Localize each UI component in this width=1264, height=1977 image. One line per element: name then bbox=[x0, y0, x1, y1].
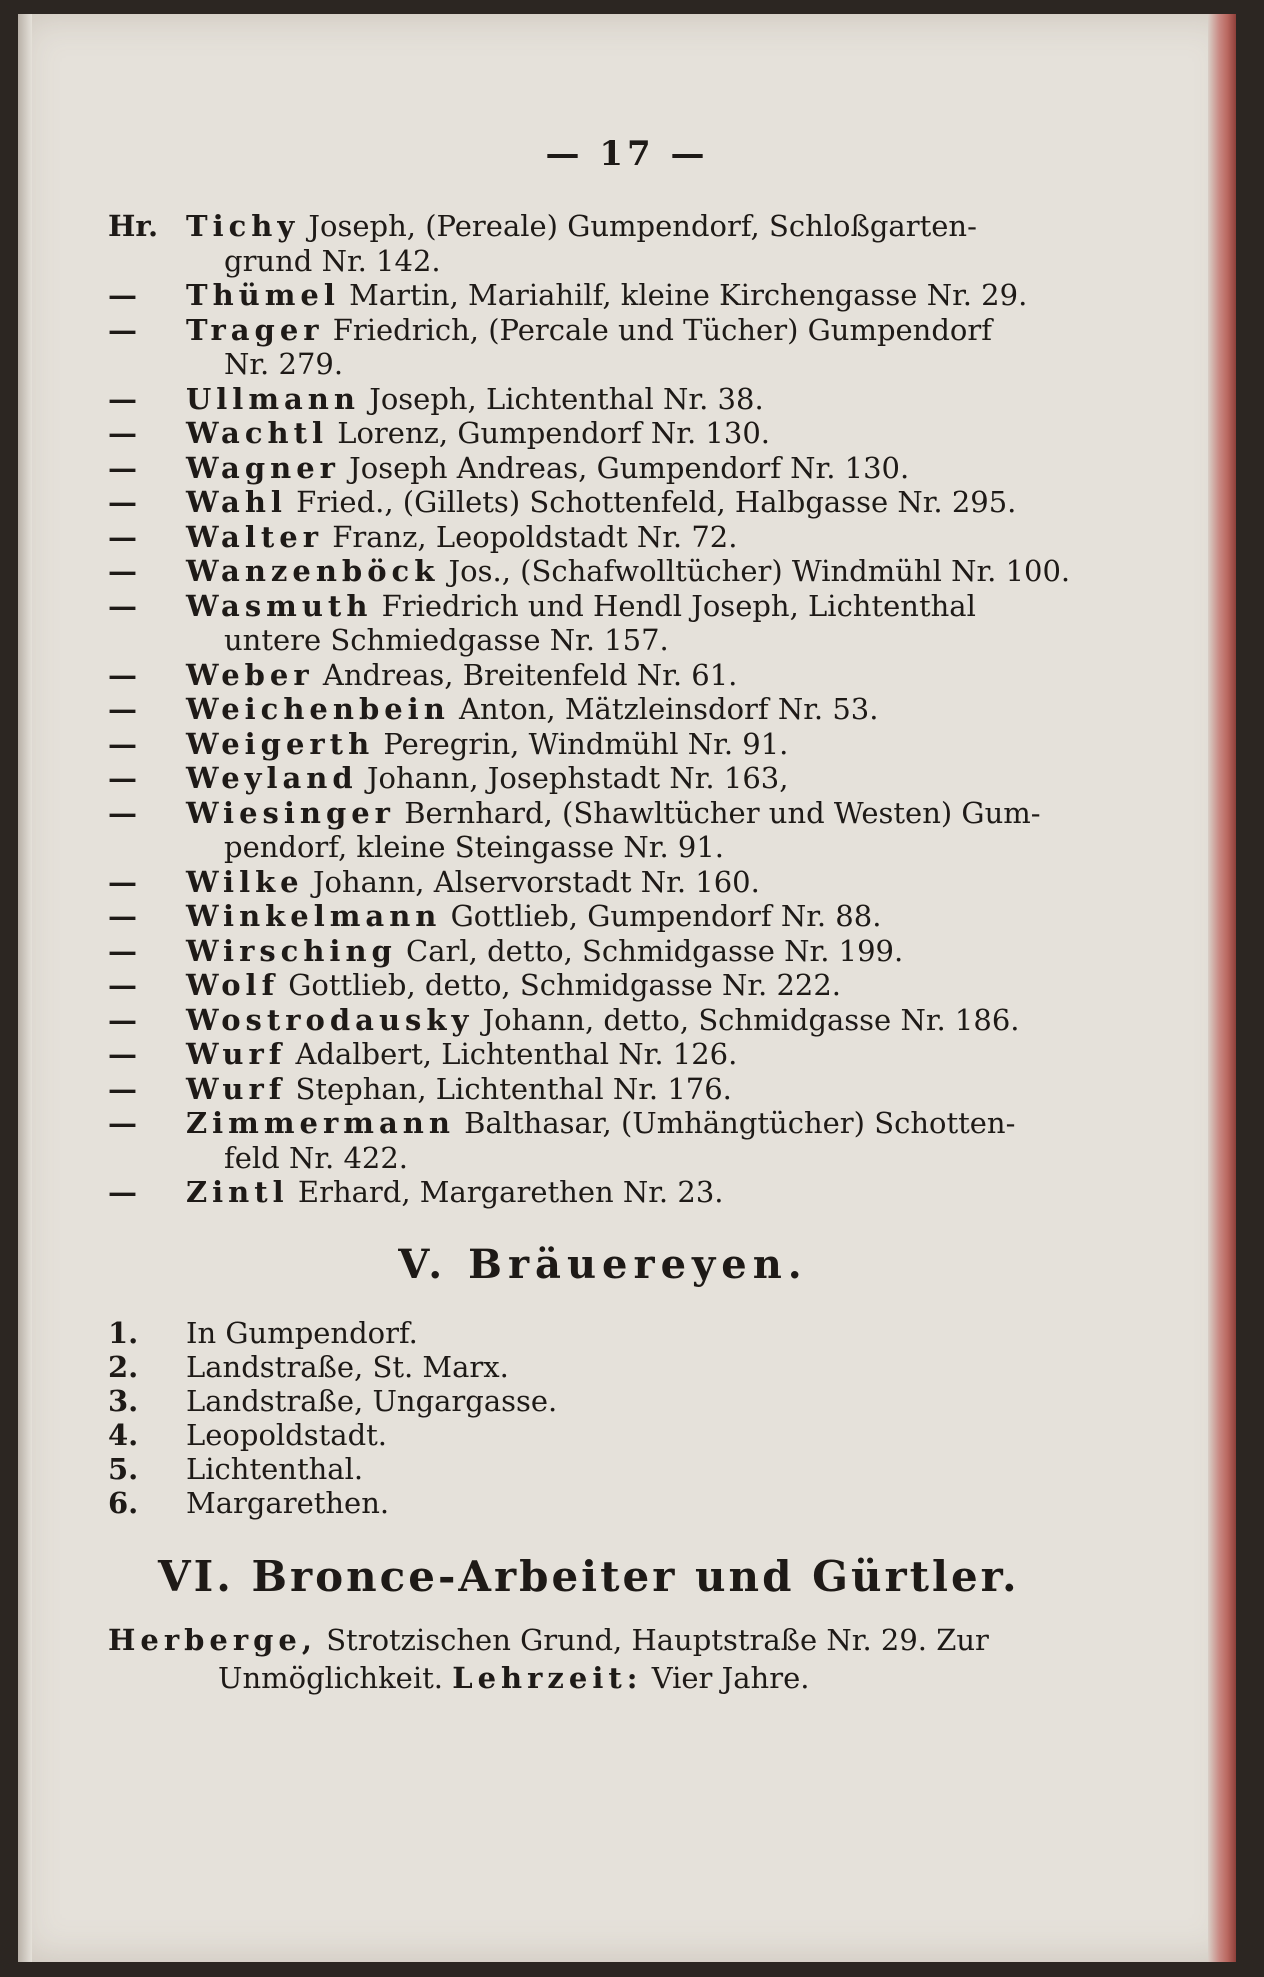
entry-prefix: — bbox=[108, 381, 137, 416]
directory-entry bbox=[108, 382, 1098, 417]
directory-entry bbox=[108, 796, 1098, 865]
section-vi-title: VI. Bronce-Arbeiter und Gürtler. bbox=[158, 1552, 1020, 1601]
entry-prefix: — bbox=[108, 692, 137, 726]
directory-entry bbox=[108, 485, 1098, 520]
entry-details: Andreas, Breitenfeld Nr. 61. bbox=[322, 657, 738, 692]
brewery-number: 3. bbox=[108, 1384, 139, 1418]
entry-prefix: — bbox=[108, 485, 137, 519]
entry-continuation: feld Nr. 422. bbox=[224, 1140, 409, 1175]
directory-entry bbox=[108, 1003, 1098, 1038]
entry-details: Balthasar, (Umhängtücher) Schotten- bbox=[464, 1106, 1016, 1140]
entry-continuation: grund Nr. 142. bbox=[224, 243, 441, 278]
entry-details: Gottlieb, Gumpendorf Nr. 88. bbox=[450, 899, 882, 933]
brewery-location: In Gumpendorf. bbox=[186, 1316, 418, 1350]
directory-entry bbox=[108, 692, 1098, 727]
entry-details: Joseph, Lichtenthal Nr. 38. bbox=[369, 381, 764, 416]
entry-prefix: — bbox=[108, 899, 137, 933]
entry-prefix: — bbox=[108, 726, 137, 761]
entry-details: Stephan, Lichtenthal Nr. 176. bbox=[295, 1071, 732, 1106]
entry-details: Johann, Josephstadt Nr. 163, bbox=[366, 761, 789, 795]
brewery-number: 2. bbox=[108, 1350, 139, 1384]
lehrzeit-label: Lehrzeit: bbox=[452, 1660, 643, 1695]
directory-entries bbox=[108, 209, 1098, 1210]
brewery-number: 4. bbox=[108, 1418, 139, 1452]
entry-surname: Weber bbox=[186, 657, 314, 692]
entry-prefix: — bbox=[108, 554, 137, 588]
page-number: — 17 — bbox=[545, 134, 709, 174]
brewery-item bbox=[108, 1418, 1098, 1452]
entry-continuation: Nr. 279. bbox=[224, 347, 344, 381]
lehrzeit-text: Vier Jahre. bbox=[651, 1660, 810, 1695]
section-v-title: V. Bräuereyen. bbox=[398, 1240, 808, 1288]
brewery-location: Leopoldstadt. bbox=[186, 1418, 388, 1452]
entry-details: Anton, Mätzleinsdorf Nr. 53. bbox=[459, 692, 879, 726]
directory-entry bbox=[108, 865, 1098, 900]
entry-surname: Winkelmann bbox=[186, 899, 442, 933]
entry-details: Friedrich, (Percale und Tücher) Gumpendorf bbox=[332, 312, 992, 347]
entry-surname: Tichy bbox=[186, 209, 300, 243]
herberge-label: Herberge, bbox=[108, 1622, 317, 1657]
directory-entry bbox=[108, 451, 1098, 486]
directory-entry bbox=[108, 520, 1098, 555]
book-page bbox=[18, 14, 1236, 1962]
entry-surname: Wostrodausky bbox=[186, 1002, 474, 1037]
brewery-item bbox=[108, 1316, 1098, 1350]
entry-prefix: — bbox=[108, 416, 137, 450]
entry-details: Friedrich und Hendl Joseph, Lichtenthal bbox=[381, 588, 976, 623]
page-content bbox=[108, 209, 1098, 1697]
entry-details: Carl, detto, Schmidgasse Nr. 199. bbox=[406, 933, 904, 968]
entry-prefix: — bbox=[108, 312, 137, 347]
directory-entry bbox=[108, 899, 1098, 934]
entry-surname: Wirsching bbox=[186, 933, 397, 968]
entry-prefix: — bbox=[108, 1002, 137, 1037]
brewery-item bbox=[108, 1384, 1098, 1418]
brewery-number: 5. bbox=[108, 1452, 139, 1486]
entry-surname: Weyland bbox=[186, 761, 358, 795]
brewery-location: Margarethen. bbox=[186, 1486, 390, 1520]
herberge-text: Strotzischen Grund, Hauptstraße Nr. 29. Zur bbox=[326, 1622, 989, 1657]
entry-prefix: — bbox=[108, 1106, 137, 1140]
entry-surname: Wurf bbox=[186, 1037, 287, 1071]
unmoeglichkeit-text: Unmöglichkeit. bbox=[218, 1660, 443, 1695]
entry-details: Franz, Leopoldstadt Nr. 72. bbox=[332, 519, 738, 554]
directory-entry bbox=[108, 209, 1098, 278]
entry-surname: Ullmann bbox=[186, 381, 360, 416]
page-red-edge bbox=[1208, 14, 1236, 1962]
entry-surname: Wachtl bbox=[186, 416, 328, 450]
entry-details: Joseph Andreas, Gumpendorf Nr. 130. bbox=[349, 450, 910, 485]
directory-entry bbox=[108, 313, 1098, 382]
section-vi-paragraph bbox=[108, 1621, 1098, 1697]
entry-details: Lorenz, Gumpendorf Nr. 130. bbox=[337, 416, 770, 450]
brewery-location: Landstraße, Ungargasse. bbox=[186, 1384, 558, 1418]
directory-entry bbox=[108, 761, 1098, 796]
entry-surname: Wiesinger bbox=[186, 795, 395, 830]
entry-prefix: — bbox=[108, 864, 137, 899]
entry-prefix: — bbox=[108, 519, 137, 554]
entry-details: Adalbert, Lichtenthal Nr. 126. bbox=[295, 1037, 738, 1071]
entry-prefix: — bbox=[108, 588, 137, 623]
directory-entry bbox=[108, 554, 1098, 589]
entry-prefix: — bbox=[108, 1037, 137, 1071]
entry-details: Fried., (Gillets) Schottenfeld, Halbgasse Nr. 295. bbox=[296, 485, 1017, 519]
brewery-item bbox=[108, 1350, 1098, 1384]
entry-surname: Wolf bbox=[186, 968, 280, 1002]
entry-surname: Wagner bbox=[186, 450, 340, 485]
entry-surname: Trager bbox=[186, 312, 324, 347]
entry-prefix: — bbox=[108, 278, 137, 312]
entry-surname: Zimmermann bbox=[186, 1106, 455, 1140]
brewery-item bbox=[108, 1452, 1098, 1486]
entry-details: Martin, Mariahilf, kleine Kirchengasse Nr. 29. bbox=[349, 278, 1028, 312]
entry-details: Bernhard, (Shawltücher und Westen) Gum- bbox=[404, 795, 1041, 830]
entry-prefix: — bbox=[108, 450, 137, 485]
entry-prefix: — bbox=[108, 657, 137, 692]
entry-continuation: untere Schmiedgasse Nr. 157. bbox=[224, 623, 669, 657]
entry-prefix: — bbox=[108, 795, 137, 830]
page-gutter bbox=[18, 14, 32, 1962]
entry-surname: Weigerth bbox=[186, 726, 375, 761]
entry-surname: Thümel bbox=[186, 278, 340, 312]
entry-details: Johann, detto, Schmidgasse Nr. 186. bbox=[482, 1002, 1020, 1037]
entry-details: Gottlieb, detto, Schmidgasse Nr. 222. bbox=[288, 968, 842, 1002]
entry-surname: Weichenbein bbox=[186, 692, 450, 726]
entry-surname: Walter bbox=[186, 519, 323, 554]
entry-prefix: — bbox=[108, 761, 137, 795]
directory-entry bbox=[108, 1072, 1098, 1107]
directory-entry bbox=[108, 968, 1098, 1003]
entry-continuation: pendorf, kleine Steingasse Nr. 91. bbox=[224, 830, 725, 864]
entry-prefix: Hr. bbox=[108, 209, 159, 243]
brewery-location: Landstraße, St. Marx. bbox=[186, 1350, 509, 1384]
brewery-item bbox=[108, 1486, 1098, 1520]
entry-prefix: — bbox=[108, 968, 137, 1002]
directory-entry bbox=[108, 658, 1098, 693]
entry-details: Peregrin, Windmühl Nr. 91. bbox=[383, 726, 789, 761]
entry-details: Joseph, (Pereale) Gumpendorf, Schloßgarten- bbox=[308, 209, 977, 243]
directory-entry bbox=[108, 589, 1098, 658]
directory-entry bbox=[108, 416, 1098, 451]
directory-entry bbox=[108, 1175, 1098, 1210]
entry-details: Jos., (Schafwolltücher) Windmühl Nr. 100. bbox=[448, 554, 1071, 588]
brewery-list bbox=[108, 1316, 1098, 1520]
brewery-number: 6. bbox=[108, 1486, 139, 1520]
entry-surname: Zintl bbox=[186, 1175, 289, 1209]
entry-details: Erhard, Margarethen Nr. 23. bbox=[297, 1175, 724, 1209]
entry-surname: Wasmuth bbox=[186, 588, 373, 623]
entry-prefix: — bbox=[108, 1175, 137, 1209]
entry-surname: Wurf bbox=[186, 1071, 287, 1106]
directory-entry bbox=[108, 727, 1098, 762]
directory-entry bbox=[108, 1037, 1098, 1072]
entry-surname: Wilke bbox=[186, 864, 304, 899]
directory-entry bbox=[108, 278, 1098, 313]
entry-surname: Wanzenböck bbox=[186, 554, 440, 588]
directory-entry bbox=[108, 1106, 1098, 1175]
entry-prefix: — bbox=[108, 1071, 137, 1106]
entry-prefix: — bbox=[108, 933, 137, 968]
directory-entry bbox=[108, 934, 1098, 969]
entry-surname: Wahl bbox=[186, 485, 287, 519]
paragraph-line-2 bbox=[108, 1659, 1098, 1697]
brewery-number: 1. bbox=[108, 1316, 139, 1350]
brewery-location: Lichtenthal. bbox=[186, 1452, 364, 1486]
entry-details: Johann, Alservorstadt Nr. 160. bbox=[312, 864, 760, 899]
